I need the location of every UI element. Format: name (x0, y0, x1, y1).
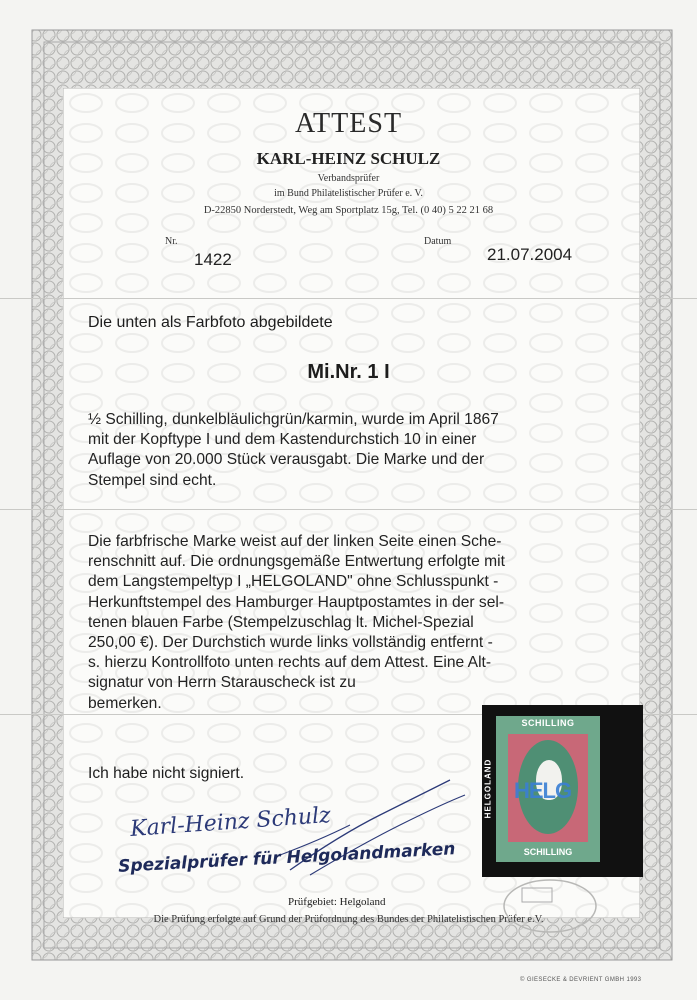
footer-note: Die Prüfung erfolgte auf Grund der Prüfordnung des Bundes der Philatelistischen Prüfer e.V. (153, 914, 544, 925)
text-line: Die farbfrische Marke weist auf der linken Seite einen Sche- (88, 533, 502, 550)
fold-line-top (0, 298, 697, 299)
text-line: ½ Schilling, dunkelbläulichgrün/karmin, wurde im April 1867 (88, 411, 499, 428)
examiner-role: Verbandsprüfer (317, 173, 380, 184)
catalog-number: Mi.Nr. 1 I (307, 361, 390, 383)
text-line: 250,00 €). Der Durchstich wurde links vollständig entfernt - (88, 634, 493, 652)
text-line: Herkunftstempel des Hamburger Hauptpostamtes in der sel- (88, 593, 505, 611)
association-line: im Bund Philatelistischer Prüfer e. V. (274, 188, 423, 199)
fold-line-middle (0, 509, 697, 510)
intro-text: Die unten als Farbfoto abgebildete (88, 314, 333, 331)
handwritten-signature: Karl-Heinz Schulz (129, 803, 332, 842)
condition-paragraph (88, 532, 628, 714)
examiner-stamp-title: Spezialprüfer für Helgolandmarken (117, 839, 456, 877)
certificate-date: 21.07.2004 (487, 245, 573, 264)
number-label: Nr. (165, 236, 178, 247)
certificate-number: 1422 (194, 250, 232, 269)
signature-strokes (280, 775, 470, 885)
examiner-name: KARL-HEINZ SCHULZ (256, 149, 441, 168)
control-photo-seal (500, 868, 610, 938)
stamp-side-text: HELGOLAND (483, 758, 493, 819)
certificate-title: ATTEST (294, 108, 403, 139)
text-line: dem Langstempeltyp I „HELGOLAND" ohne Schlusspunkt - (88, 573, 499, 591)
text-line: s. hierzu Kontrollfoto unten rechts auf dem Attest. Eine Alt- (88, 654, 492, 672)
printer-credit: © GIESECKE & DEVRIENT GMBH 1993 (520, 977, 642, 983)
text-line: Auflage von 20.000 Stück verausgabt. Die Marke und der (88, 451, 485, 469)
examination-area: Prüfgebiet: Helgoland (288, 896, 386, 908)
stamp-bottom-text: SCHILLING (523, 847, 573, 857)
stamp-top-text: SCHILLING (521, 718, 575, 728)
examiner-address: D-22850 Norderstedt, Weg am Sportplatz 15g, Tel. (0 40) 5 22 21 68 (203, 205, 494, 216)
not-signed-note: Ich habe nicht signiert. (88, 765, 245, 782)
text-line: bemerken. (88, 694, 162, 712)
text-line: Stempel sind echt. (88, 471, 217, 489)
stamp-photo (483, 716, 600, 862)
stamp-cancellation: HELG (514, 778, 572, 803)
text-line: mit der Kopftype I und dem Kastendurchstich 10 in einer (88, 431, 477, 449)
text-line: signatur von Herrn Starauscheck ist zu (88, 674, 356, 692)
description-paragraph (88, 410, 628, 491)
text-line: tenen blauen Farbe (Stempelzuschlag lt. Michel-Spezial (88, 613, 474, 631)
date-label: Datum (424, 236, 452, 247)
text-line: renschnitt auf. Die ordnungsgemäße Entwertung erfolgte mit (88, 553, 505, 571)
